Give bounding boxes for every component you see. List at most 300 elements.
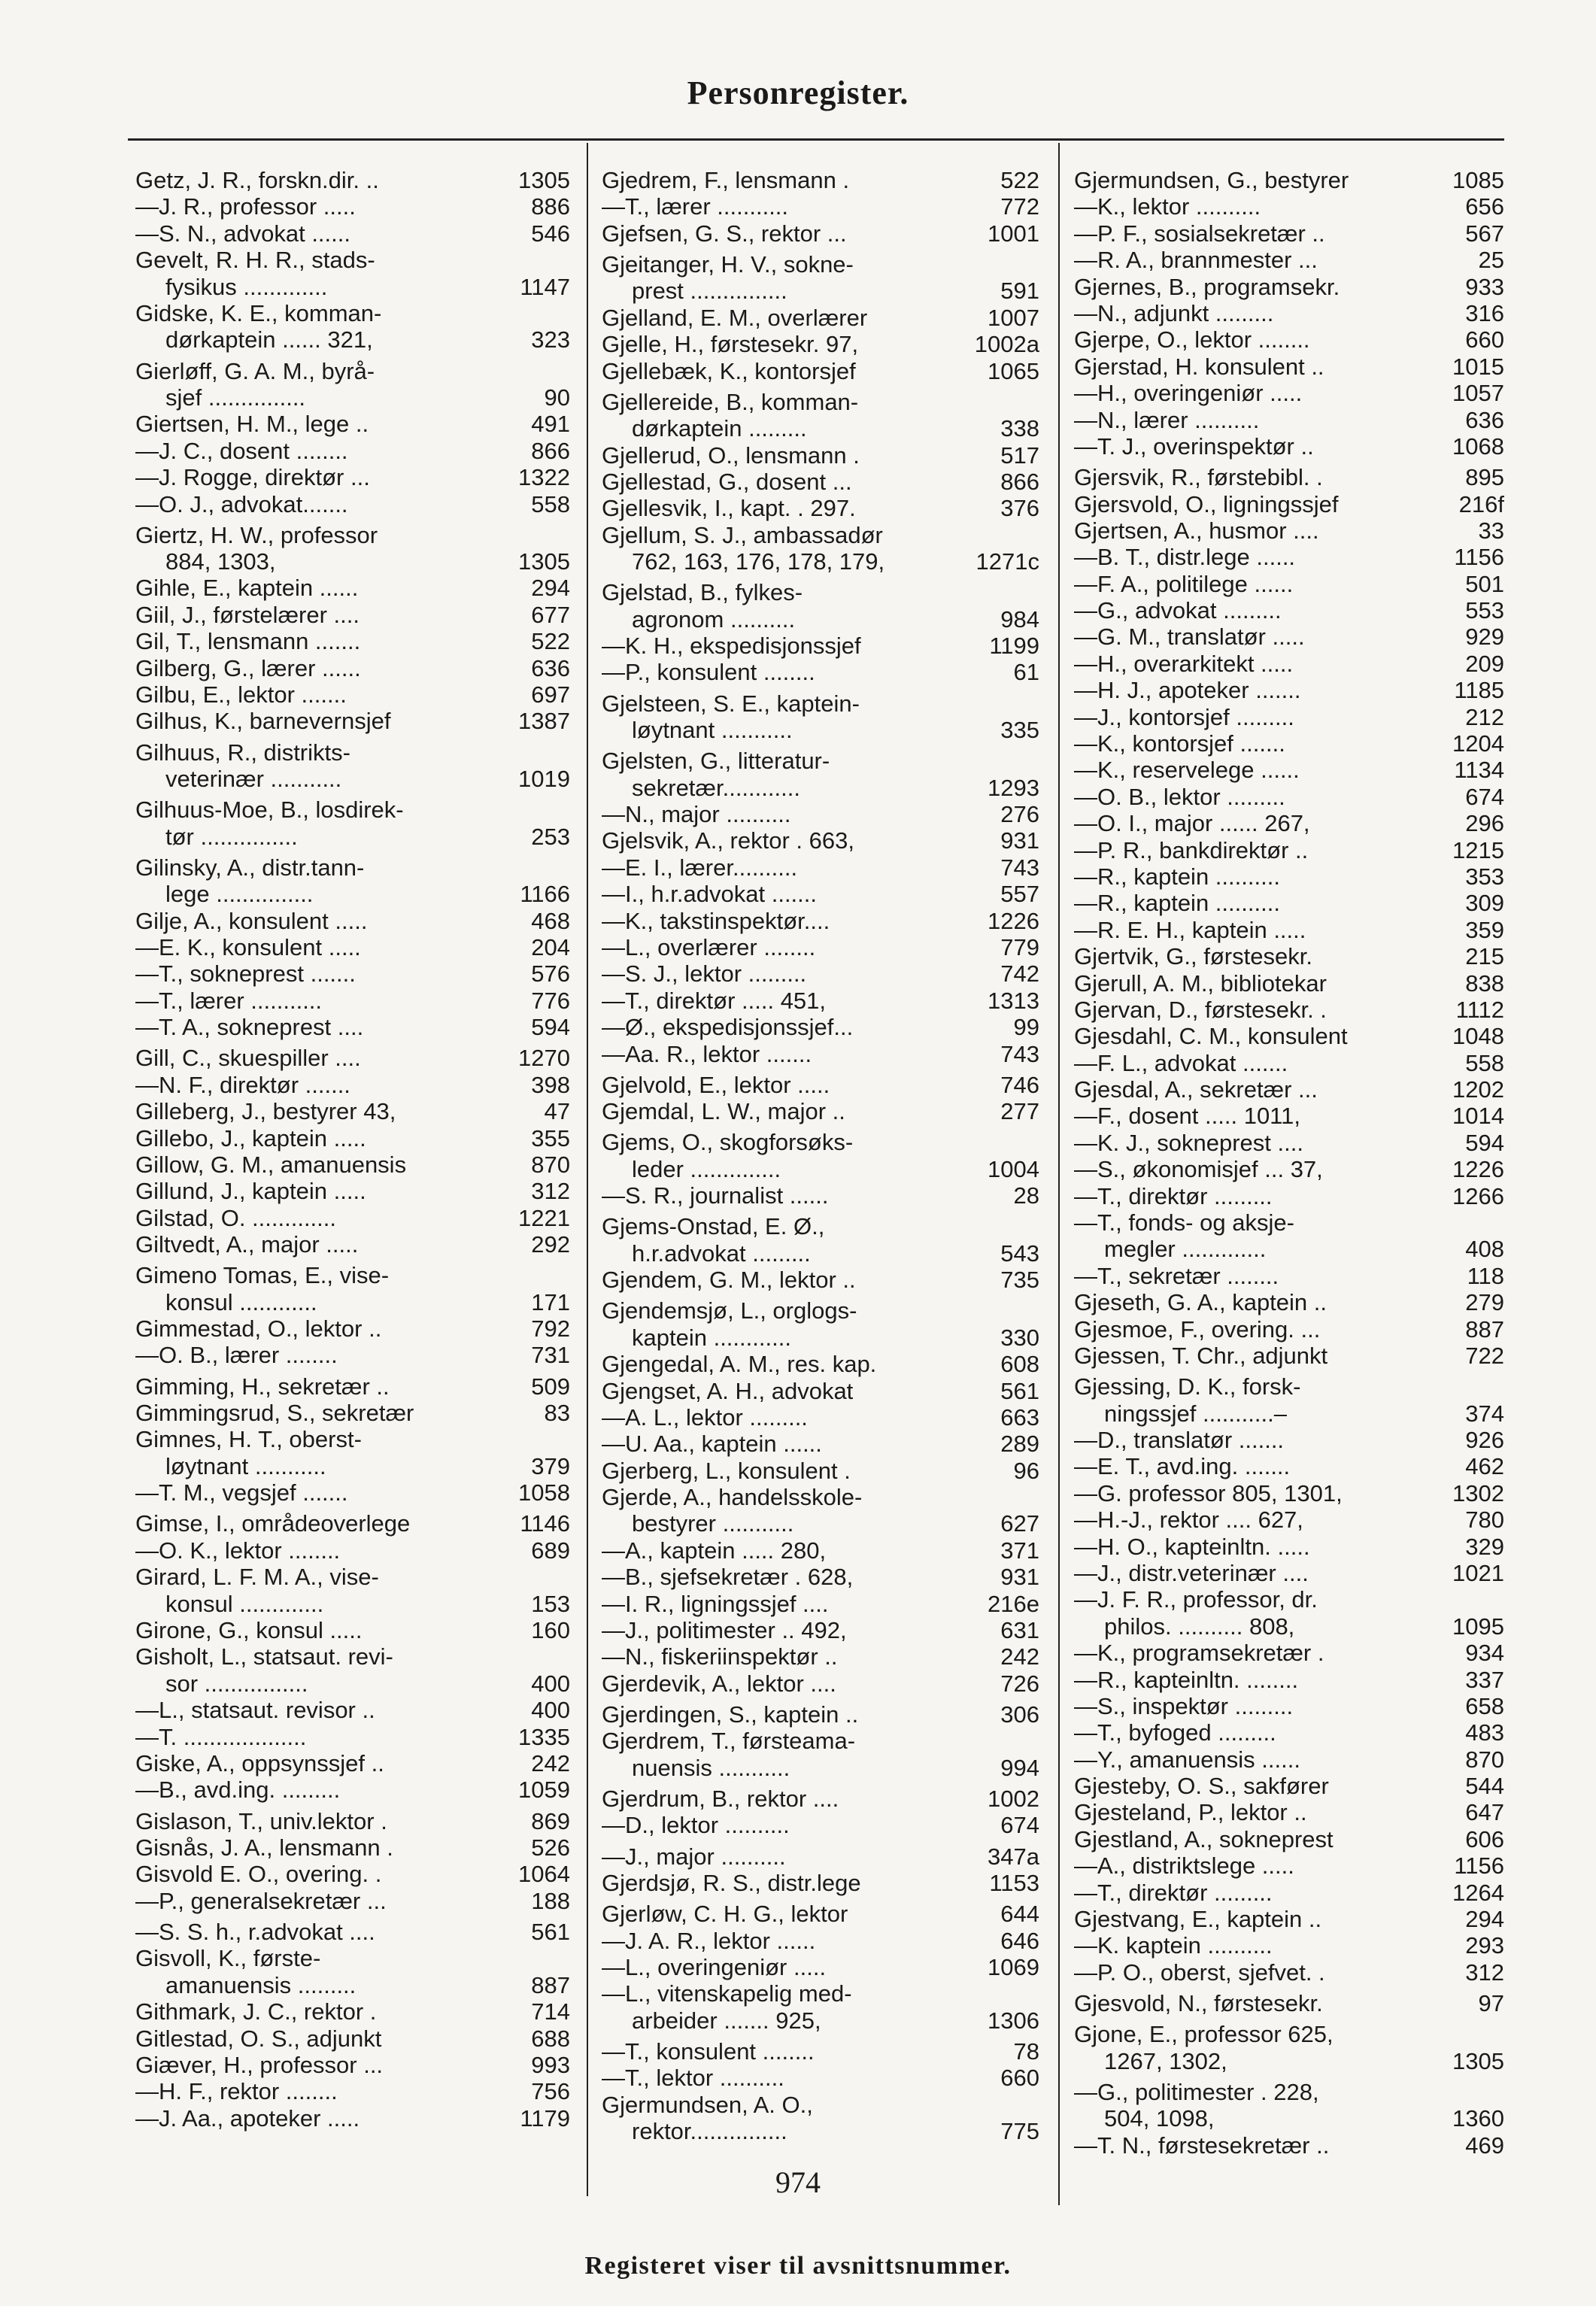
entry-section-number: 756 (531, 2078, 570, 2105)
entry-text: —T., konsulent ........ (602, 2037, 815, 2065)
entry-text: 504, 1098, (1104, 2105, 1215, 2132)
register-entry (1074, 2079, 1504, 2105)
entry-section-number: 1015 (1452, 353, 1504, 380)
register-entry (135, 1205, 570, 1231)
entry-text: —J., major .......... (602, 1843, 786, 1870)
register-entry (1074, 1990, 1504, 2016)
entry-text: kaptein ............ (632, 1324, 791, 1351)
register-entry (1074, 1209, 1504, 1236)
entry-section-number: 400 (531, 1697, 570, 1724)
register-entry (602, 1182, 1039, 1209)
entry-section-number: 1064 (518, 1861, 570, 1888)
entry-section-number: 722 (1465, 1343, 1504, 1369)
entry-text: —J. F. R., professor, dr. (1074, 1586, 1318, 1613)
entry-section-number: 984 (1000, 605, 1039, 633)
entry-text: Gjelvold, E., lektor ..... (602, 1071, 830, 1098)
entry-text: —S. R., journalist ...... (602, 1182, 829, 1209)
entry-text: —D., lektor .......... (602, 1812, 790, 1839)
entry-text: Getz, J. R., forskn.dir. .. (135, 167, 379, 193)
entry-text: —S. J., lektor ......... (602, 960, 807, 988)
entry-text: Gjerdingen, S., kaptein .. (602, 1701, 859, 1728)
entry-text: Gjervan, D., førstesekr. . (1074, 996, 1327, 1023)
entry-text: Gjesvold, N., førstesekr. (1074, 1990, 1323, 2016)
entry-section-number: 204 (531, 934, 570, 960)
register-entry (1074, 1427, 1504, 1453)
register-entry (135, 1777, 570, 1803)
entry-section-number: 870 (531, 1151, 570, 1178)
entry-section-number: 293 (1465, 1932, 1504, 1959)
entry-text: Gjerdevik, A., lektor .... (602, 1670, 836, 1697)
register-entry (135, 1072, 570, 1098)
entry-text: —U. Aa., kaptein ...... (602, 1431, 822, 1458)
entry-section-number: 838 (1465, 969, 1504, 997)
entry-text: —O. I., major ...... 267, (1074, 810, 1310, 837)
register-entry (1074, 544, 1504, 570)
entry-text: sjef ............... (165, 384, 306, 411)
register-entry (602, 1786, 1039, 1812)
entry-section-number: 171 (531, 1288, 570, 1315)
entry-text: —K. H., ekspedisjonssjef (602, 633, 861, 660)
entry-section-number: 468 (531, 907, 570, 934)
register-entry (602, 415, 1039, 441)
entry-section-number: 688 (531, 2025, 570, 2052)
entry-text: —R. A., brannmester ... (1074, 247, 1318, 274)
entry-text: Gjefsen, G. S., rektor ... (602, 220, 847, 247)
entry-section-number: 1058 (518, 1479, 570, 1506)
register-entry (1074, 2048, 1504, 2074)
entry-text: —T., fonds- og aksje- (1074, 1209, 1294, 1236)
register-entry (135, 491, 570, 517)
entry-section-number: 887 (531, 1971, 570, 1998)
entry-section-number: 1147 (520, 273, 570, 300)
register-column-1 (135, 167, 570, 2198)
register-entry (1074, 1156, 1504, 1182)
entry-text: veterinær ........... (165, 766, 342, 793)
entry-section-number: 491 (531, 411, 570, 438)
register-entry (135, 2025, 570, 2052)
entry-section-number: 1059 (518, 1777, 570, 1804)
register-entry (602, 717, 1039, 743)
register-entry (135, 1400, 570, 1426)
entry-section-number: 160 (531, 1617, 570, 1644)
entry-text: Giæver, H., professor ... (135, 2051, 384, 2078)
entry-text: Gillebo, J., kaptein ..... (135, 1124, 366, 1151)
entry-text: Gitlestad, O. S., adjunkt (135, 2025, 382, 2052)
entry-text: —R., kaptein .......... (1074, 890, 1280, 917)
entry-section-number: 1199 (989, 633, 1039, 660)
entry-text: Gislason, T., univ.lektor . (135, 1807, 387, 1834)
entry-text: Gilberg, G., lærer ...... (135, 654, 361, 681)
entry-section-number: 677 (531, 601, 570, 628)
entry-section-number: 608 (1000, 1351, 1039, 1378)
entry-text: Gierløff, G. A. M., byrå- (135, 357, 375, 384)
entry-text: —T., byfoged ......... (1074, 1719, 1276, 1746)
register-entry (1074, 1023, 1504, 1049)
entry-section-number: 775 (1000, 2118, 1039, 2145)
entry-text: —G., politimester . 228, (1074, 2078, 1319, 2105)
entry-text: —P. O., oberst, sjefvet. . (1074, 1959, 1325, 1986)
register-entry (1074, 2021, 1504, 2047)
entry-section-number: 47 (544, 1098, 570, 1125)
entry-text: Gjerløw, C. H. G., lektor (602, 1901, 848, 1928)
register-entry (135, 1724, 570, 1750)
entry-text: Gjerpe, O., lektor ........ (1074, 326, 1310, 353)
entry-text: Gjerull, A. M., bibliotekar (1074, 969, 1327, 997)
entry-section-number: 663 (1000, 1403, 1039, 1431)
register-entry (135, 796, 570, 823)
entry-section-number: 557 (1000, 881, 1039, 908)
page-footer-note: Registeret viser til avsnittsnummer. (584, 2252, 1012, 2280)
register-entry (135, 384, 570, 411)
entry-text: Girard, L. F. M. A., vise- (135, 1564, 379, 1591)
entry-text: —B., avd.ing. ......... (135, 1777, 341, 1804)
entry-text: —D., translatør ....... (1074, 1426, 1285, 1453)
register-entry (602, 1564, 1039, 1590)
register-entry (602, 167, 1039, 193)
register-entry (602, 2038, 1039, 2065)
entry-section-number: 697 (531, 681, 570, 708)
entry-text: arbeider ....... 925, (632, 2007, 821, 2034)
entry-text: Gjone, E., professor 625, (1074, 2021, 1334, 2048)
entry-section-number: 329 (1465, 1533, 1504, 1560)
entry-text: dørkaptein ......... (632, 415, 807, 442)
register-entry (602, 606, 1039, 633)
register-entry (1074, 1373, 1504, 1400)
register-entry (602, 1041, 1039, 1067)
entry-section-number: 1322 (518, 464, 570, 491)
entry-section-number: 591 (1000, 278, 1039, 305)
entry-text: leder .............. (632, 1155, 781, 1182)
register-entry (1074, 1263, 1504, 1289)
entry-text: Gilhuus, R., distrikts- (135, 739, 350, 766)
entry-section-number: 522 (531, 628, 570, 655)
entry-text: —T., sokneprest ....... (135, 960, 356, 988)
entry-section-number: 1305 (518, 548, 570, 575)
entry-text: Gjesdal, A., sekretær ... (1074, 1076, 1318, 1103)
register-entry (602, 579, 1039, 605)
entry-section-number: 279 (1465, 1289, 1504, 1316)
register-entry (1074, 1640, 1504, 1666)
entry-section-number: 1305 (1452, 2047, 1504, 2074)
register-entry (135, 1919, 570, 1945)
entry-text: —Aa. R., lektor ....... (602, 1040, 812, 1067)
entry-text: Gjelsten, G., litteratur- (602, 748, 830, 775)
entry-text: Gilinsky, A., distr.tann- (135, 854, 365, 881)
entry-section-number: 1305 (518, 167, 570, 193)
register-entry (135, 548, 570, 575)
entry-text: —L., overlærer ........ (602, 934, 816, 960)
entry-section-number: 316 (1465, 299, 1504, 326)
register-entry (1074, 1799, 1504, 1825)
entry-section-number: 1095 (1452, 1613, 1504, 1640)
entry-text: løytnant ........... (632, 717, 793, 744)
register-entry (135, 960, 570, 987)
entry-section-number: 509 (531, 1373, 570, 1400)
entry-section-number: 1204 (1452, 730, 1504, 757)
register-entry (1074, 2132, 1504, 2159)
register-entry (135, 1670, 570, 1697)
entry-text: sekretær............ (632, 774, 800, 801)
register-entry (135, 167, 570, 193)
entry-text: Gimnes, H. T., oberst- (135, 1426, 362, 1453)
register-entry (602, 389, 1039, 415)
entry-section-number: 1134 (1454, 757, 1504, 784)
entry-section-number: 96 (1013, 1457, 1039, 1484)
entry-section-number: 1264 (1452, 1879, 1504, 1906)
entry-text: 762, 163, 176, 178, 179, (632, 548, 885, 575)
register-entry (1074, 2105, 1504, 2132)
entry-section-number: 561 (1000, 1377, 1039, 1404)
register-entry (602, 2065, 1039, 2091)
register-entry (135, 1888, 570, 1914)
entry-text: h.r.advokat ......... (632, 1239, 811, 1267)
entry-section-number: 546 (531, 220, 570, 247)
entry-text: Gjems, O., skogforsøks- (602, 1129, 854, 1156)
entry-text: Gjesmoe, F., overing. ... (1074, 1315, 1321, 1343)
entry-text: Gjestland, A., sokneprest (1074, 1825, 1334, 1852)
entry-text: —J., politimester .. 492, (602, 1617, 847, 1644)
entry-section-number: 746 (1000, 1071, 1039, 1098)
register-entry (1074, 193, 1504, 220)
entry-text: Gilstad, O. ............. (135, 1204, 337, 1231)
entry-text: —T. A., sokneprest .... (135, 1014, 364, 1041)
entry-section-number: 522 (1000, 167, 1039, 193)
entry-section-number: 347a (988, 1843, 1039, 1870)
register-entry (1074, 353, 1504, 380)
register-entry (135, 1750, 570, 1777)
entry-text: —N., fiskeriinspektør .. (602, 1643, 838, 1670)
entry-text: Gilbu, E., lektor ....... (135, 681, 347, 708)
entry-section-number: 277 (1000, 1098, 1039, 1125)
entry-text: megler ............. (1104, 1236, 1267, 1263)
register-entry (602, 522, 1039, 548)
register-entry (1074, 1183, 1504, 1209)
register-entry (135, 1591, 570, 1617)
entry-text: —P. R., bankdirektør .. (1074, 836, 1309, 863)
entry-text: —R., kaptein .......... (1074, 863, 1280, 890)
register-entry (1074, 943, 1504, 969)
entry-section-number: 335 (1000, 717, 1039, 744)
register-entry (602, 633, 1039, 659)
register-entry (602, 1213, 1039, 1239)
register-entry (1074, 1746, 1504, 1773)
entry-text: —T., lærer ........... (602, 193, 789, 220)
column-divider (587, 143, 588, 2196)
entry-text: lege ............... (165, 881, 314, 908)
register-entry (1074, 1506, 1504, 1533)
register-entry (602, 690, 1039, 717)
entry-text: Gjessen, T. Chr., adjunkt (1074, 1343, 1328, 1369)
register-entry (1074, 1480, 1504, 1506)
entry-section-number: 929 (1465, 624, 1504, 651)
register-entry (602, 748, 1039, 774)
entry-text: —F. A., politilege ...... (1074, 570, 1294, 597)
entry-section-number: 1002 (988, 1785, 1039, 1812)
register-entry (1074, 517, 1504, 544)
entry-text: Gimmestad, O., lektor .. (135, 1315, 382, 1343)
entry-section-number: 25 (1478, 247, 1504, 274)
entry-text: —H.-J., rektor .... 627, (1074, 1506, 1303, 1534)
entry-section-number: 1004 (988, 1155, 1039, 1182)
register-entry (1074, 1560, 1504, 1586)
register-entry (602, 1378, 1039, 1404)
register-entry (1074, 571, 1504, 597)
entry-section-number: 376 (1000, 495, 1039, 522)
register-entry (602, 1843, 1039, 1870)
entry-section-number: 1306 (988, 2007, 1039, 2034)
register-entry (135, 1373, 570, 1400)
entry-text: Gjesdahl, C. M., konsulent (1074, 1023, 1348, 1050)
register-entry (135, 247, 570, 273)
header-rule (128, 138, 1504, 141)
register-entry (135, 655, 570, 681)
entry-section-number: 1014 (1452, 1103, 1504, 1130)
entry-section-number: 90 (544, 384, 570, 411)
register-entry (602, 193, 1039, 220)
entry-section-number: 558 (1465, 1049, 1504, 1076)
column-divider (1058, 143, 1060, 2205)
register-entry (1074, 167, 1504, 193)
entry-section-number: 338 (1000, 415, 1039, 442)
entry-section-number: 276 (1000, 801, 1039, 828)
entry-text: —J. Rogge, direktør ... (135, 464, 370, 491)
entry-text: —N., adjunkt ......... (1074, 299, 1274, 326)
register-column-3 (1074, 167, 1504, 2198)
entry-text: Gjellesvik, I., kapt. . 297. (602, 495, 856, 522)
entry-section-number: 779 (1000, 934, 1039, 960)
entry-text: Gimse, I., områdeoverlege (135, 1510, 411, 1537)
entry-text: sor ................ (165, 1670, 308, 1697)
entry-section-number: 674 (1465, 783, 1504, 810)
entry-text: Gjelsteen, S. E., kaptein- (602, 690, 860, 717)
entry-section-number: 398 (531, 1071, 570, 1098)
register-entry (602, 442, 1039, 469)
entry-text: Gihle, E., kaptein ...... (135, 575, 359, 602)
entry-text: agronom .......... (632, 605, 796, 633)
entry-text: Giertz, H. W., professor (135, 521, 378, 548)
entry-text: Gjellerud, O., lensmann . (602, 441, 860, 469)
entry-text: Gjestvang, E., kaptein .. (1074, 1906, 1322, 1933)
register-entry (602, 1670, 1039, 1697)
register-entry (135, 1998, 570, 2025)
entry-section-number: 1226 (1452, 1156, 1504, 1183)
register-entry (1074, 491, 1504, 517)
register-entry (602, 1510, 1039, 1537)
entry-text: Gjerdsjø, R. S., distr.lege (602, 1869, 861, 1896)
entry-section-number: 743 (1000, 1040, 1039, 1067)
register-entry (1074, 890, 1504, 916)
entry-section-number: 644 (1000, 1901, 1039, 1928)
entry-text: Gjelstad, B., fylkes- (602, 579, 803, 606)
register-entry (135, 934, 570, 960)
entry-text: Gjelle, H., førstesekr. 97, (602, 331, 859, 358)
entry-section-number: 933 (1465, 273, 1504, 300)
entry-section-number: 647 (1465, 1799, 1504, 1826)
entry-text: Gjellebæk, K., kontorsjef (602, 357, 856, 384)
register-entry (602, 1901, 1039, 1927)
register-entry (602, 2092, 1039, 2118)
entry-text: Gidske, K. E., komman- (135, 299, 382, 326)
register-entry (135, 1315, 570, 1342)
entry-section-number: 886 (531, 193, 570, 220)
entry-text: Giske, A., oppsynssjef .. (135, 1749, 384, 1777)
entry-text: konsul ............ (165, 1288, 317, 1315)
entry-text: Gjermundsen, A. O., (602, 2091, 813, 2118)
entry-section-number: 83 (544, 1400, 570, 1427)
register-entry (1074, 1103, 1504, 1129)
entry-text: Gevelt, R. H. R., stads- (135, 247, 375, 274)
register-entry (602, 1431, 1039, 1457)
entry-section-number: 1313 (988, 987, 1039, 1014)
register-entry (602, 1351, 1039, 1377)
entry-text: —O. K., lektor ........ (135, 1537, 341, 1564)
entry-section-number: 934 (1465, 1640, 1504, 1667)
register-entry (602, 358, 1039, 384)
register-entry (1074, 1932, 1504, 1959)
entry-section-number: 792 (531, 1315, 570, 1343)
register-entry (135, 628, 570, 654)
register-entry (135, 274, 570, 300)
register-entry (1074, 407, 1504, 433)
entry-text: Gjerde, A., handelsskole- (602, 1484, 863, 1511)
entry-section-number: 78 (1013, 2037, 1039, 2065)
entry-text: —E. I., lærer.......... (602, 854, 798, 881)
entry-section-number: 994 (1000, 1754, 1039, 1781)
entry-text: —T. ................... (135, 1723, 307, 1750)
register-entry (135, 575, 570, 601)
entry-text: —T., direktør ......... (1074, 1182, 1273, 1209)
entry-text: —O. B., lærer ........ (135, 1342, 338, 1369)
entry-text: —G., advokat ......... (1074, 597, 1282, 624)
entry-section-number: 606 (1465, 1825, 1504, 1852)
register-entry (1074, 1667, 1504, 1693)
entry-text: Gjedrem, F., lensmann . (602, 167, 850, 193)
entry-section-number: 517 (1000, 441, 1039, 469)
entry-section-number: 253 (531, 823, 570, 850)
entry-text: —L., vitenskapelig med- (602, 1980, 852, 2007)
register-entry (135, 411, 570, 437)
entry-section-number: 337 (1465, 1666, 1504, 1693)
entry-text: dørkaptein ...... 321, (165, 326, 373, 353)
entry-text: Gjendemsjø, L., orglogs- (602, 1297, 857, 1324)
entry-text: fysikus ............. (165, 273, 328, 300)
entry-text: —J. R., professor ..... (135, 193, 356, 220)
entry-text: —F., dosent ..... 1011, (1074, 1103, 1300, 1130)
entry-text: —P., generalsekretær ... (135, 1887, 387, 1914)
register-entry (602, 908, 1039, 934)
entry-section-number: 1069 (988, 1953, 1039, 1980)
entry-section-number: 353 (1465, 863, 1504, 890)
register-entry (602, 220, 1039, 247)
entry-section-number: 1387 (518, 708, 570, 735)
entry-section-number: 1360 (1452, 2105, 1504, 2132)
entry-text: —A., distriktslege ..... (1074, 1852, 1294, 1880)
register-entry (602, 548, 1039, 575)
entry-text: Gisvoll, K., første- (135, 1945, 321, 1972)
register-entry (1074, 730, 1504, 757)
entry-section-number: 658 (1465, 1692, 1504, 1719)
entry-section-number: 188 (531, 1887, 570, 1914)
entry-text: Githmark, J. C., rektor . (135, 1998, 377, 2025)
register-entry (602, 775, 1039, 801)
entry-section-number: 1156 (1454, 1852, 1504, 1880)
entry-section-number: 993 (531, 2051, 570, 2078)
entry-text: —E. T., avd.ing. ....... (1074, 1453, 1291, 1480)
entry-section-number: 636 (1465, 406, 1504, 433)
entry-text: —T., direktør ..... 451, (602, 987, 827, 1014)
entry-section-number: 526 (531, 1834, 570, 1861)
register-entry (602, 1098, 1039, 1124)
